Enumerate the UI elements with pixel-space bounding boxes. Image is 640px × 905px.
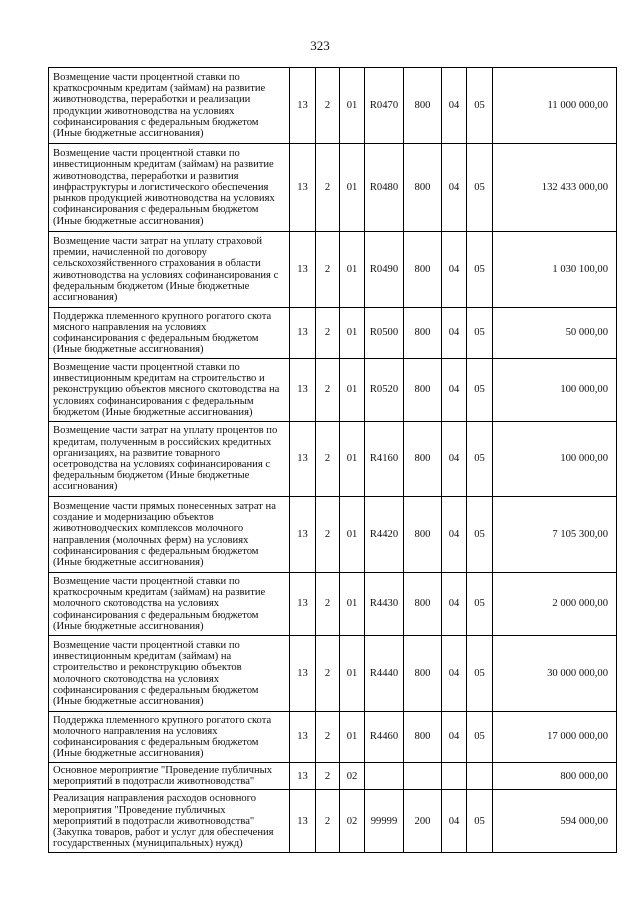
table-row <box>49 68 617 144</box>
code-expense-type: 800 <box>404 359 442 422</box>
code-section: 04 <box>442 359 467 422</box>
item-name: Основное мероприятие "Проведение публичных мероприятий в подотрасли животноводства" <box>49 763 290 790</box>
table-row <box>49 422 617 497</box>
code-expense-type: 800 <box>404 636 442 712</box>
budget-table <box>48 67 617 853</box>
code-event: 02 <box>340 763 365 790</box>
code-subsection: 05 <box>467 573 493 636</box>
code-program: 2 <box>316 497 340 573</box>
item-name: Возмещение части процентной ставки по инвестиционным кредитам (займам) на развитие животноводства, переработки и развития инфраструктуры и логистического обеспечения рынков продукцией животноводства на условиях софинансирования с федеральным бюджетом (Иные бюджетные ассигнования) <box>49 144 290 232</box>
code-program: 2 <box>316 68 340 144</box>
code-program: 2 <box>316 573 340 636</box>
code-ministry: 13 <box>290 497 316 573</box>
code-ministry: 13 <box>290 68 316 144</box>
code-expense-type: 800 <box>404 573 442 636</box>
code-section: 04 <box>442 308 467 359</box>
code-subsection <box>467 763 493 790</box>
table-row <box>49 144 617 232</box>
amount: 50 000,00 <box>493 308 617 359</box>
code-section: 04 <box>442 144 467 232</box>
code-subsection: 05 <box>467 144 493 232</box>
code-subsection: 05 <box>467 232 493 308</box>
page-number: 323 <box>310 38 330 53</box>
table-row <box>49 763 617 790</box>
item-name: Реализация направления расходов основного мероприятия "Проведение публичных мероприятий в подотрасли животноводства" (Закупка товаров, работ и услуг для обеспечения государственных (муниципальных) нужд) <box>49 790 290 853</box>
code-section: 04 <box>442 232 467 308</box>
code-event: 01 <box>340 144 365 232</box>
amount: 30 000 000,00 <box>493 636 617 712</box>
code-section: 04 <box>442 68 467 144</box>
code-program: 2 <box>316 712 340 763</box>
code-event: 01 <box>340 636 365 712</box>
code-subsection: 05 <box>467 712 493 763</box>
code-subsection: 05 <box>467 422 493 497</box>
amount: 100 000,00 <box>493 422 617 497</box>
code-subsection: 05 <box>467 359 493 422</box>
code-direction: R0490 <box>365 232 404 308</box>
code-direction: R0470 <box>365 68 404 144</box>
code-program: 2 <box>316 232 340 308</box>
table-row <box>49 308 617 359</box>
code-program: 2 <box>316 636 340 712</box>
code-direction: R4420 <box>365 497 404 573</box>
amount: 1 030 100,00 <box>493 232 617 308</box>
code-program: 2 <box>316 359 340 422</box>
amount: 800 000,00 <box>493 763 617 790</box>
table-row <box>49 232 617 308</box>
code-event: 01 <box>340 422 365 497</box>
code-program: 2 <box>316 763 340 790</box>
table-body <box>49 68 617 853</box>
code-program: 2 <box>316 422 340 497</box>
amount: 100 000,00 <box>493 359 617 422</box>
item-name: Возмещение части затрат на уплату страховой премии, начисленной по договору сельскохозяйственного страхования в области животноводства на условиях софинансирования с федеральным бюджетом (Иные бюджетные ассигнования) <box>49 232 290 308</box>
item-name: Возмещение части прямых понесенных затрат на создание и модернизацию объектов животноводческих комплексов молочного направления (молочных ферм) на условиях софинансирования с федеральным бюджетом (Иные бюджетные ассигнования) <box>49 497 290 573</box>
table-row <box>49 497 617 573</box>
code-event: 02 <box>340 790 365 853</box>
code-event: 01 <box>340 308 365 359</box>
table-row <box>49 790 617 853</box>
code-ministry: 13 <box>290 573 316 636</box>
code-ministry: 13 <box>290 422 316 497</box>
amount: 11 000 000,00 <box>493 68 617 144</box>
code-section: 04 <box>442 712 467 763</box>
code-event: 01 <box>340 712 365 763</box>
code-direction: R4160 <box>365 422 404 497</box>
code-direction: R0520 <box>365 359 404 422</box>
item-name: Возмещение части затрат на уплату процентов по кредитам, полученным в российских кредитных организациях, на развитие товарного осетроводства на условиях софинансирования с федеральным бюджетом (Иные бюджетные ассигнования) <box>49 422 290 497</box>
amount: 132 433 000,00 <box>493 144 617 232</box>
item-name: Поддержка племенного крупного рогатого скота молочного направления на условиях софинансирования с федеральным бюджетом (Иные бюджетные ассигнования) <box>49 712 290 763</box>
code-subsection: 05 <box>467 497 493 573</box>
code-event: 01 <box>340 359 365 422</box>
code-direction <box>365 763 404 790</box>
code-ministry: 13 <box>290 763 316 790</box>
code-section: 04 <box>442 422 467 497</box>
item-name: Возмещение части процентной ставки по краткосрочным кредитам (займам) на развитие животноводства, переработки и реализации продукции животноводства на условиях софинансирования с федеральным бюджетом (Иные бюджетные ассигнования) <box>49 68 290 144</box>
table-row <box>49 573 617 636</box>
item-name: Возмещение части процентной ставки по инвестиционным кредитам на строительство и реконструкцию объектов мясного скотоводства на условиях софинансирования с федеральным бюджетом (Иные бюджетные ассигнования) <box>49 359 290 422</box>
code-expense-type: 800 <box>404 308 442 359</box>
item-name: Поддержка племенного крупного рогатого скота мясного направления на условиях софинансирования с федеральным бюджетом (Иные бюджетные ассигнования) <box>49 308 290 359</box>
amount: 17 000 000,00 <box>493 712 617 763</box>
code-section: 04 <box>442 573 467 636</box>
code-subsection: 05 <box>467 636 493 712</box>
item-name: Возмещение части процентной ставки по краткосрочным кредитам (займам) на развитие молочного скотоводства на условиях софинансирования с федеральным бюджетом (Иные бюджетные ассигнования) <box>49 573 290 636</box>
code-ministry: 13 <box>290 790 316 853</box>
code-expense-type: 800 <box>404 68 442 144</box>
code-expense-type <box>404 763 442 790</box>
code-subsection: 05 <box>467 308 493 359</box>
code-section: 04 <box>442 636 467 712</box>
code-ministry: 13 <box>290 636 316 712</box>
code-expense-type: 800 <box>404 712 442 763</box>
code-direction: R4430 <box>365 573 404 636</box>
code-ministry: 13 <box>290 232 316 308</box>
code-event: 01 <box>340 573 365 636</box>
code-subsection: 05 <box>467 68 493 144</box>
code-event: 01 <box>340 232 365 308</box>
code-section: 04 <box>442 497 467 573</box>
code-expense-type: 800 <box>404 232 442 308</box>
amount: 594 000,00 <box>493 790 617 853</box>
amount: 7 105 300,00 <box>493 497 617 573</box>
code-event: 01 <box>340 497 365 573</box>
code-direction: R0480 <box>365 144 404 232</box>
code-ministry: 13 <box>290 359 316 422</box>
code-ministry: 13 <box>290 712 316 763</box>
code-expense-type: 800 <box>404 144 442 232</box>
code-section: 04 <box>442 790 467 853</box>
code-subsection: 05 <box>467 790 493 853</box>
code-expense-type: 800 <box>404 497 442 573</box>
table-row <box>49 636 617 712</box>
code-program: 2 <box>316 790 340 853</box>
code-section <box>442 763 467 790</box>
code-direction: R4440 <box>365 636 404 712</box>
code-ministry: 13 <box>290 308 316 359</box>
table-row <box>49 712 617 763</box>
code-expense-type: 200 <box>404 790 442 853</box>
code-direction: 99999 <box>365 790 404 853</box>
amount: 2 000 000,00 <box>493 573 617 636</box>
code-expense-type: 800 <box>404 422 442 497</box>
code-event: 01 <box>340 68 365 144</box>
code-program: 2 <box>316 308 340 359</box>
code-direction: R4460 <box>365 712 404 763</box>
table-row <box>49 359 617 422</box>
code-ministry: 13 <box>290 144 316 232</box>
code-program: 2 <box>316 144 340 232</box>
item-name: Возмещение части процентной ставки по инвестиционным кредитам (займам) на строительство и реконструкцию объектов молочного скотоводства на условиях софинансирования с федеральным бюджетом (Иные бюджетные ассигнования) <box>49 636 290 712</box>
code-direction: R0500 <box>365 308 404 359</box>
